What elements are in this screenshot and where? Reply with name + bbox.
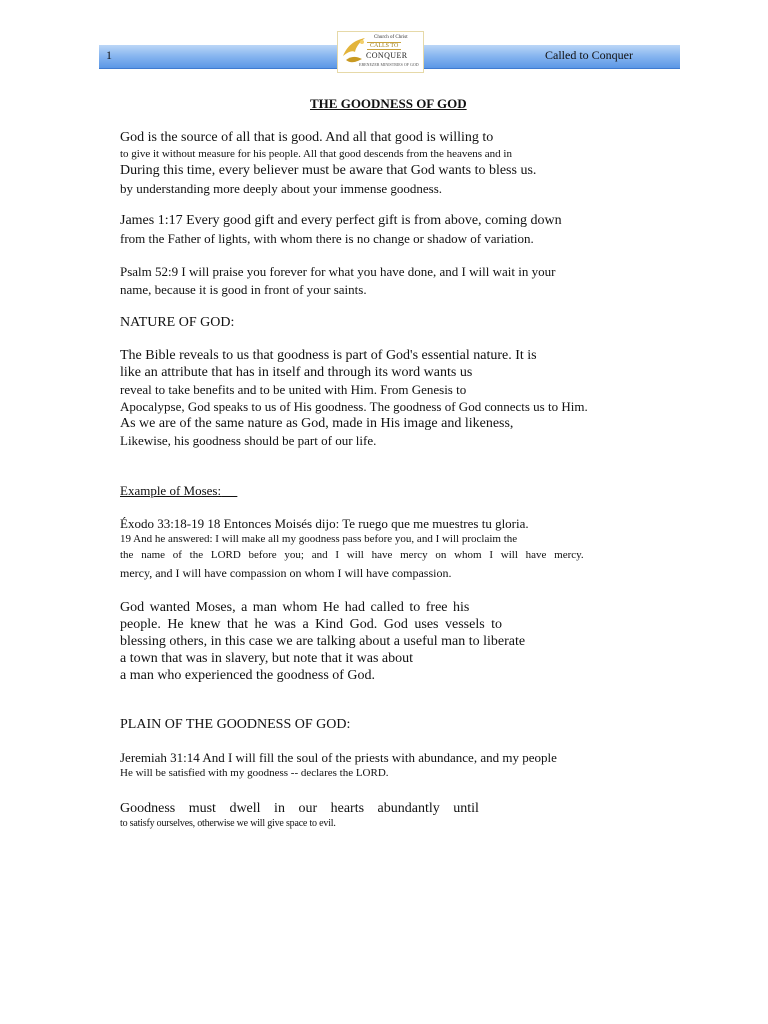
psalm-verse-line: name, because it is good in front of your saints. [120,282,367,297]
james-verse-line: from the Father of lights, with whom there is no change or shadow of variation. [120,231,534,246]
exodus-line: 19 And he answered: I will make all my goodness pass before you, and I will proclaim the [120,533,518,545]
intro-line: During this time, every believer must be aware that God wants to bless us. [120,163,537,178]
exodus-line: the name of the LORD before you; and I will have mercy on whom I will have mercy. [120,549,584,561]
jeremiah-line: He will be satisfied with my goodness -- declares the LORD. [120,767,389,779]
nature-line: Likewise, his goodness should be part of our life. [120,433,377,448]
james-verse-line: James 1:17 Every good gift and every perfect gift is from above, coming down [120,213,562,228]
logo-sub-text: EBENEZER MINISTRIES OF GOD [359,62,419,67]
section-heading-plain: PLAIN OF THE GOODNESS OF GOD: [120,717,351,732]
moses-text-line: a town that was in slavery, but note that it was about [120,651,414,666]
logo-mid-text: CALLS TO [367,42,401,50]
moses-text-line: a man who experienced the goodness of God. [120,668,376,683]
nature-line: reveal to take benefits and to be united with Him. From Genesis to [120,382,467,397]
intro-line: by understanding more deeply about your immense goodness. [120,181,443,196]
logo-main-text: CONQUER [366,51,408,60]
exodus-line: mercy, and I will have compassion on whom I will have compassion. [120,566,452,580]
moses-text-line: blessing others, in this case we are talking about a useful man to liberate [120,634,526,649]
moses-heading-text: Example of Moses: [120,483,222,498]
ministry-logo [337,31,424,73]
nature-line: like an attribute that has in itself and through its word wants us [120,365,473,380]
page-number: 1 [106,48,112,62]
nature-line: The Bible reveals to us that goodness is part of God's essential nature. It is [120,348,537,363]
closing-line: to satisfy ourselves, otherwise we will give space to evil. [120,818,336,829]
logo-top-text: Church of Christ [374,35,408,40]
exodus-line: Éxodo 33:18-19 18 Entonces Moisés dijo: Te ruego que me muestres tu gloria. [120,516,529,531]
psalm-verse-line: Psalm 52:9 I will praise you forever for what you have done, and I will wait in your [120,264,556,279]
closing-line: Goodness must dwell in our hearts abundantly until [120,801,479,816]
intro-line: to give it without measure for his people. All that good descends from the heavens and in [120,148,512,160]
moses-text-line: God wanted Moses, a man whom He had called to free his [120,600,470,615]
moses-text-line: people. He knew that he was a Kind God. God uses vessels to [120,617,503,632]
running-title: Called to Conquer [545,48,633,62]
section-heading-moses [120,483,237,499]
jeremiah-line: Jeremiah 31:14 And I will fill the soul of the priests with abundance, and my people [120,750,557,765]
intro-line: God is the source of all that is good. And all that good is willing to [120,130,494,145]
document-title: THE GOODNESS OF GOD [310,96,467,111]
nature-line: Apocalypse, God speaks to us of His goodness. The goodness of God connects us to Him. [120,399,588,414]
section-heading-nature: NATURE OF GOD: [120,315,235,330]
nature-line: As we are of the same nature as God, made in His image and likeness, [120,416,514,431]
